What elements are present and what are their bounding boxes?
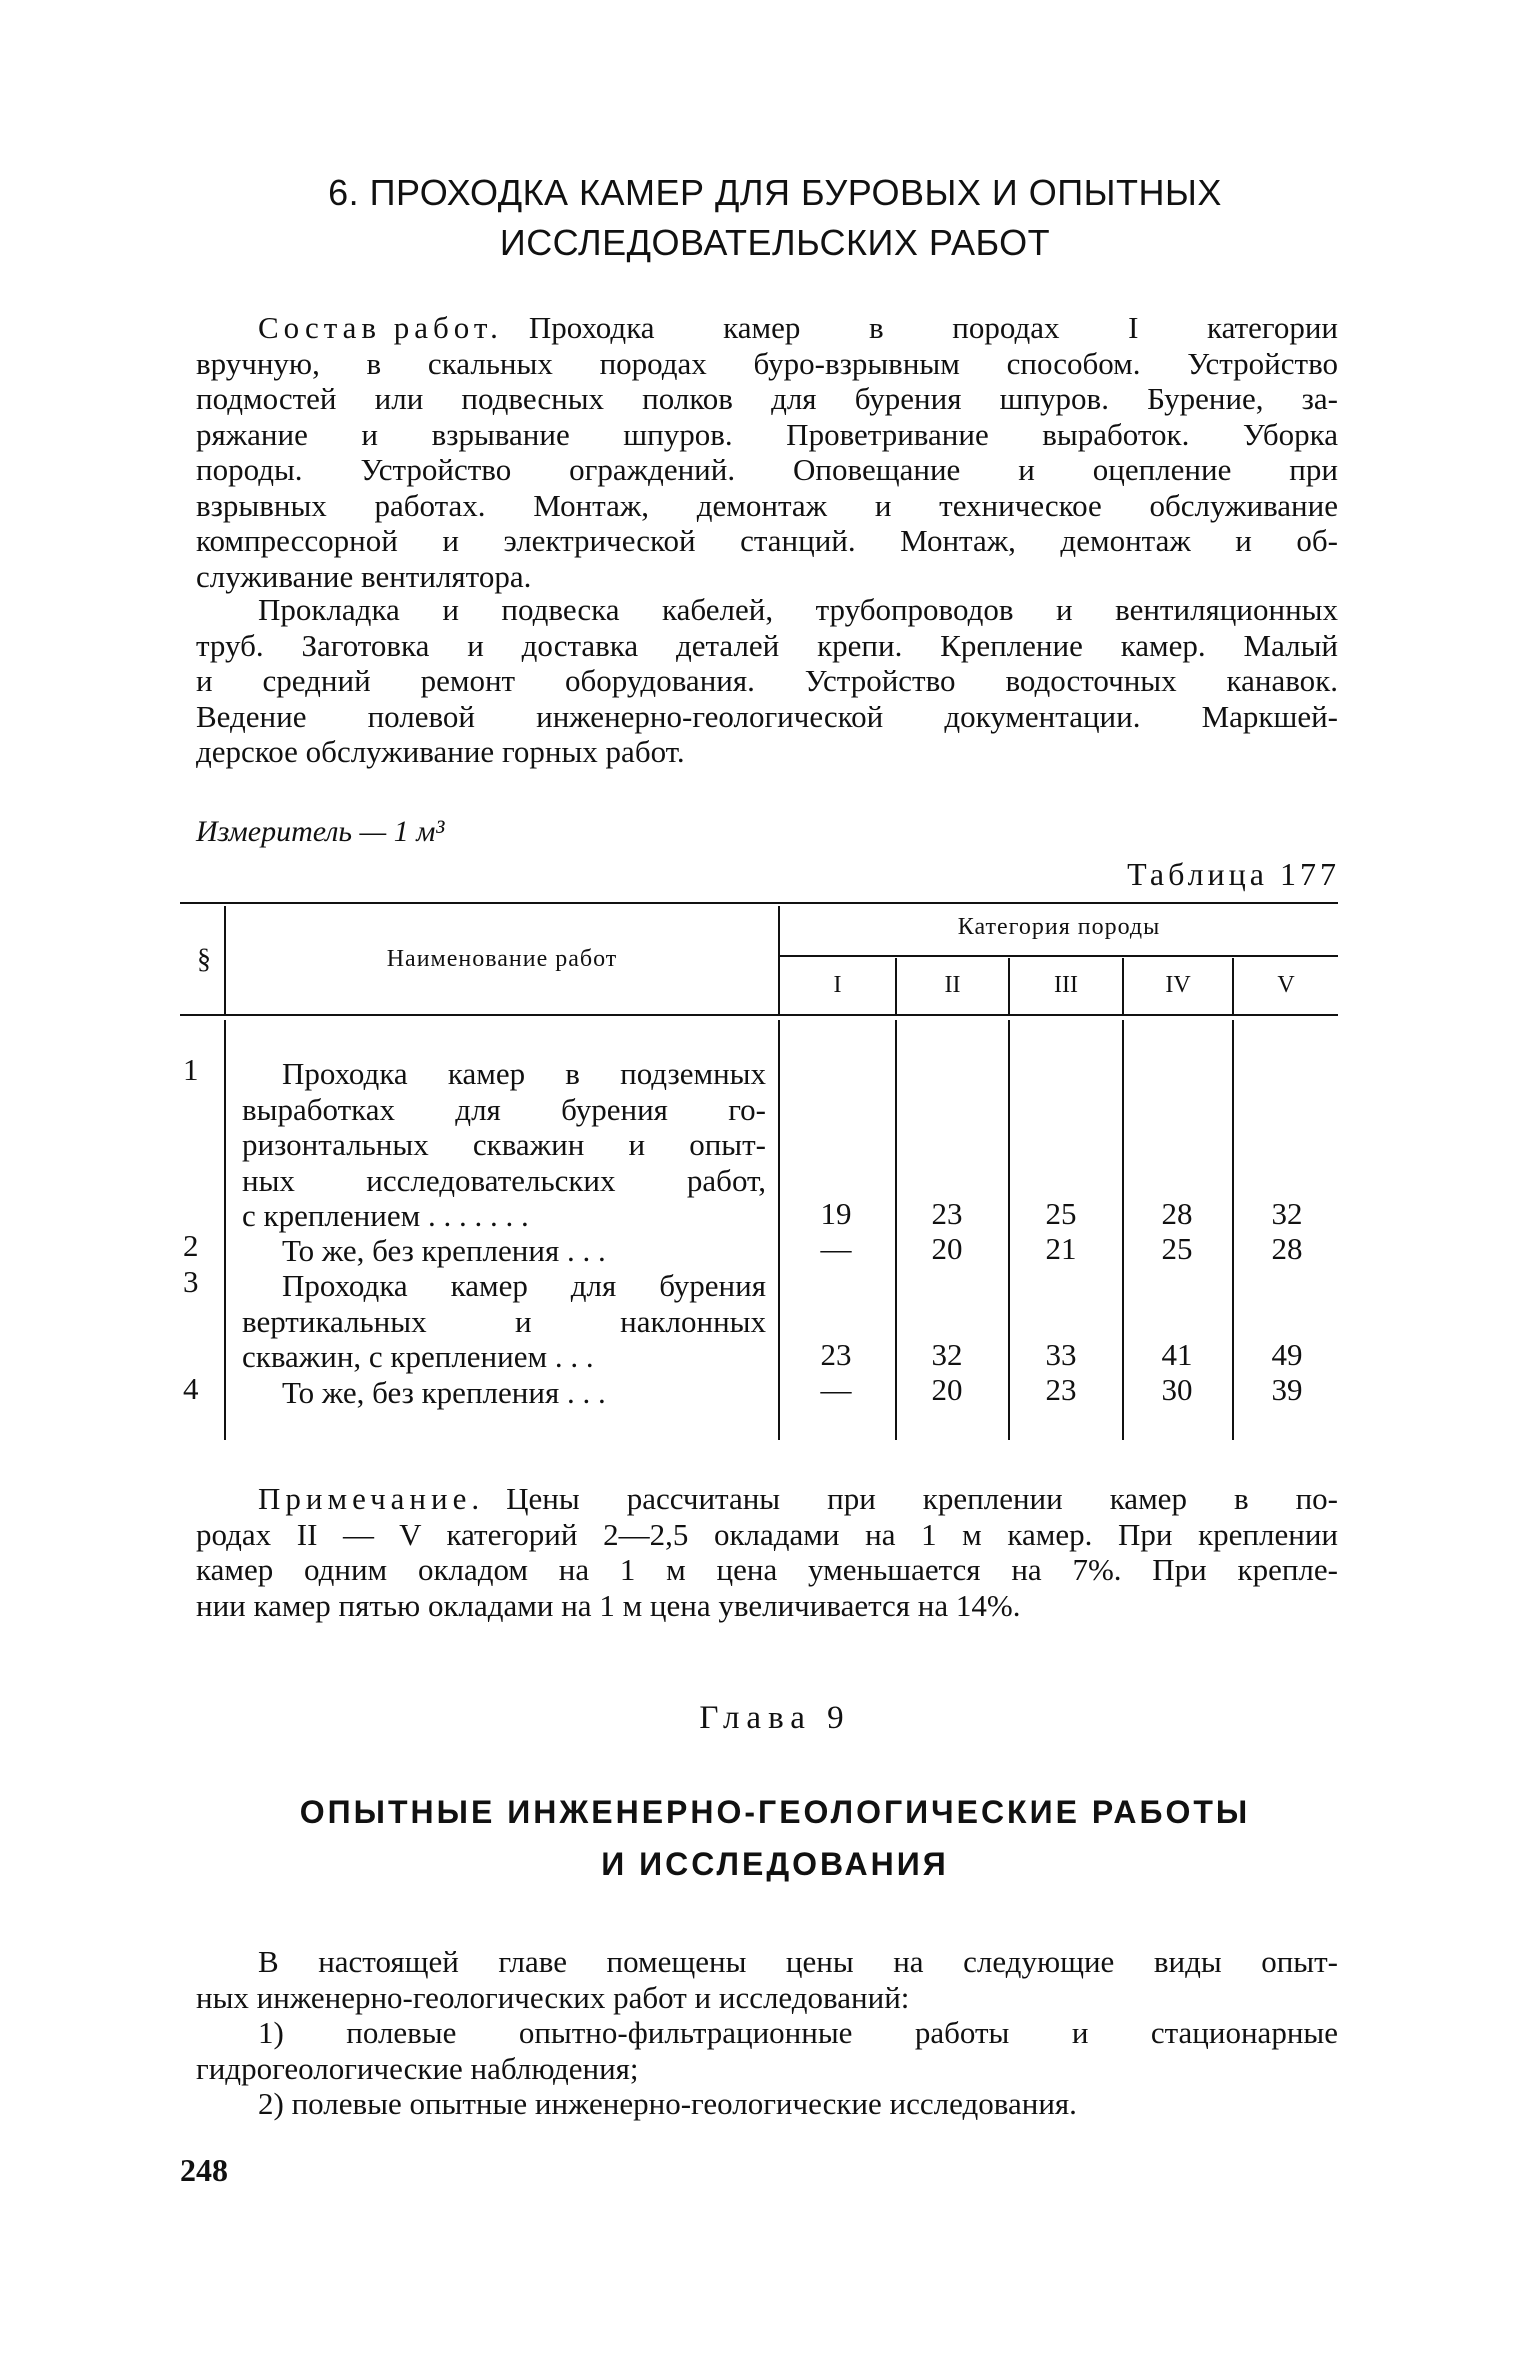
text-line: породы. Устройство ограждений. Оповещание и оцепление при xyxy=(196,452,1338,487)
value-cell: 23 xyxy=(1045,1372,1077,1407)
header-category-iii: III xyxy=(1054,972,1078,998)
text-line: ных инженерно-геологических работ и исследований: xyxy=(196,1979,910,2015)
intro-paragraph xyxy=(196,1944,1338,2122)
value-cell: — xyxy=(820,1231,852,1266)
text-line: родах II — V категорий 2—2,5 окладами на 1 м камер. При креплении xyxy=(196,1516,1338,1552)
text-line: нии камер пятью окладами на 1 м цена увеличивается на 14%. xyxy=(196,1587,1021,1623)
header-name: Наименование работ xyxy=(386,946,618,972)
text-line: дерское обслуживание горных работ. xyxy=(196,734,685,769)
row-number: 2 xyxy=(183,1228,199,1263)
header-bottom-border xyxy=(180,1014,1338,1016)
value-cell: 21 xyxy=(1045,1231,1077,1266)
header-category: Категория породы xyxy=(957,914,1161,940)
value-cell: 32 xyxy=(1271,1196,1303,1231)
text-line: взрывных работах. Монтаж, демонтаж и техническое обслуживание xyxy=(196,487,1338,523)
body-col-divider xyxy=(895,1020,897,1440)
value-cell: 49 xyxy=(1271,1337,1303,1372)
text-line: камер одним окладом на 1 м цена уменьшается на 7%. При крепле- xyxy=(196,1552,1338,1587)
section-title-line1: 6. ПРОХОДКА КАМЕР ДЛЯ БУРОВЫХ И ОПЫТНЫХ xyxy=(328,172,1222,213)
text-line: вертикальных и наклонных xyxy=(242,1303,766,1339)
text-line: Проходка камер в подземных xyxy=(282,1056,766,1091)
value-cell: 28 xyxy=(1161,1196,1193,1231)
chapter-label: Глава 9 xyxy=(699,1700,851,1736)
text-line: ризонтальных скважин и опыт- xyxy=(242,1127,766,1162)
text-line: и средний ремонт оборудования. Устройство водосточных канавок. xyxy=(196,663,1338,698)
header-section: § xyxy=(197,944,211,975)
header-category-i: I xyxy=(833,972,842,998)
work-name-row-3 xyxy=(242,1268,766,1375)
text-line: Ведение полевой инженерно-геологической документации. Маркшей- xyxy=(196,698,1338,734)
header-category-ii: II xyxy=(944,972,961,998)
row-number: 1 xyxy=(183,1052,199,1087)
value-cell: 39 xyxy=(1271,1372,1303,1407)
text-line: ряжание и взрывание шпуров. Проветривание выработок. Уборка xyxy=(196,416,1338,452)
body-col-divider xyxy=(224,1020,226,1440)
work-name-row-1 xyxy=(242,1056,766,1234)
text-line-content: Проходка камер в породах I категории xyxy=(528,310,1338,345)
table-title: Таблица 177 xyxy=(1127,856,1340,892)
value-cell: 19 xyxy=(820,1196,852,1231)
value-cell: 20 xyxy=(931,1372,963,1407)
category-header-divider xyxy=(778,955,1338,957)
value-cell: 23 xyxy=(931,1196,963,1231)
chapter-title-line2: И ИССЛЕДОВАНИЯ xyxy=(601,1846,949,1882)
note-paragraph xyxy=(196,1481,1338,1623)
composition-label: Состав работ. xyxy=(258,310,503,345)
chapter-title xyxy=(200,1786,1350,1890)
text-line: труб. Заготовка и доставка деталей крепи. Крепление камер. Малый xyxy=(196,627,1338,663)
header-category-iv: IV xyxy=(1165,972,1191,998)
text-line: скважин, с креплением . . . xyxy=(242,1339,594,1374)
text-line: выработках для бурения го- xyxy=(242,1091,766,1127)
text-line: Проходка камер для бурения xyxy=(282,1268,766,1303)
work-name-row-2 xyxy=(242,1233,766,1269)
text-line: 1) полевые опытно-фильтрационные работы и стационарные xyxy=(258,2015,1338,2050)
value-cell: 30 xyxy=(1161,1372,1193,1407)
text-line-content: Цены рассчитаны при креплении камер в по- xyxy=(506,1481,1338,1516)
text-line xyxy=(196,1481,1338,1517)
chapter-title-line1: ОПЫТНЫЕ ИНЖЕНЕРНО-ГЕОЛОГИЧЕСКИЕ РАБОТЫ xyxy=(299,1794,1251,1830)
value-cell: 32 xyxy=(931,1337,963,1372)
value-cell: 25 xyxy=(1161,1231,1193,1266)
body-col-divider xyxy=(1122,1020,1124,1440)
text-line: ных исследовательских работ, xyxy=(242,1162,766,1198)
value-cell: — xyxy=(820,1372,852,1407)
text-line: вручную, в скальных породах буро-взрывным способом. Устройство xyxy=(196,345,1338,381)
text-line: подмостей или подвесных полков для бурения шпуров. Бурение, за- xyxy=(196,381,1338,416)
body-col-divider xyxy=(1232,1020,1234,1440)
work-name-row-4 xyxy=(242,1375,766,1411)
text-line: служивание вентилятора. xyxy=(196,558,532,594)
text-line: 2) полевые опытные инженерно-геологические исследования. xyxy=(258,2086,1077,2121)
text-line: компрессорной и электрической станций. Монтаж, демонтаж и об- xyxy=(196,523,1338,558)
note-label: Примечание. xyxy=(258,1481,485,1516)
value-cell: 20 xyxy=(931,1231,963,1266)
value-cell: 25 xyxy=(1045,1196,1077,1231)
row-number: 4 xyxy=(183,1371,199,1406)
text-line: То же, без крепления . . . xyxy=(282,1375,606,1410)
text-line: В настоящей главе помещены цены на следующие виды опыт- xyxy=(258,1944,1338,1979)
row-number: 3 xyxy=(183,1264,199,1299)
section-title-line2: ИССЛЕДОВАТЕЛЬСКИХ РАБОТ xyxy=(499,222,1051,263)
measure-unit: Измеритель — 1 м³ xyxy=(196,815,445,848)
value-cell: 41 xyxy=(1161,1337,1193,1372)
body-col-divider xyxy=(1008,1020,1010,1440)
value-cell: 33 xyxy=(1045,1337,1077,1372)
page-number: 248 xyxy=(180,2152,228,2188)
text-line: гидрогеологические наблюдения; xyxy=(196,2050,639,2086)
text-line: с креплением . . . . . . . xyxy=(242,1198,529,1233)
table-top-border xyxy=(180,902,1338,904)
body-col-divider xyxy=(778,1020,780,1440)
text-line: То же, без крепления . . . xyxy=(282,1233,606,1268)
value-cell: 23 xyxy=(820,1337,852,1372)
header-category-v: V xyxy=(1277,972,1295,998)
text-line: Прокладка и подвеска кабелей, трубопроводов и вентиляционных xyxy=(258,592,1338,627)
value-cell: 28 xyxy=(1271,1231,1303,1266)
